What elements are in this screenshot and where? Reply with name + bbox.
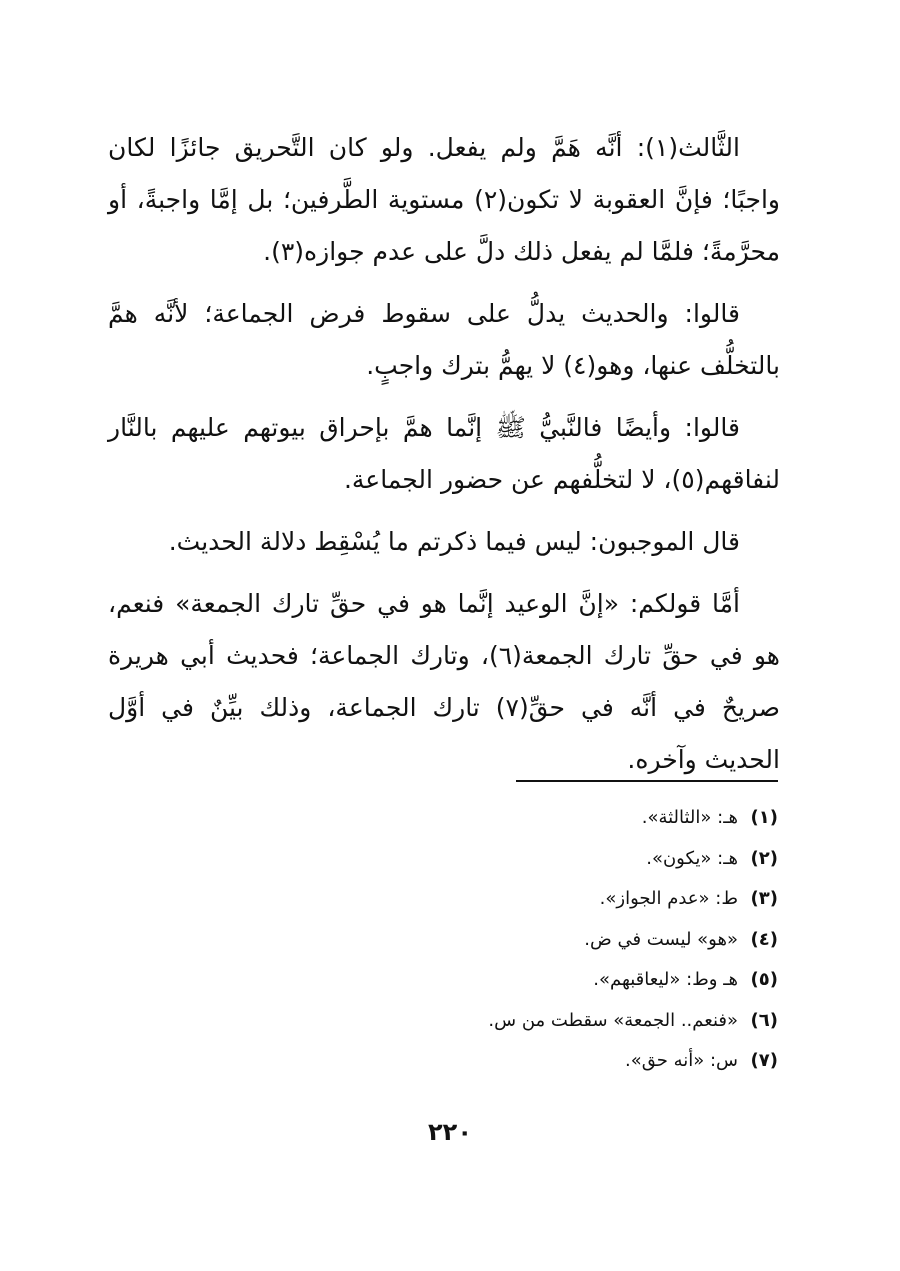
footnote-number: (٧) xyxy=(750,1050,778,1071)
footnote-text: هـ وط: «ليعاقبهم». xyxy=(593,969,738,990)
footnote-number: (٢) xyxy=(750,847,778,869)
footnote-item xyxy=(178,879,778,920)
footnote-item xyxy=(178,920,778,961)
footnote-text: هـ: «الثالثة». xyxy=(641,807,738,828)
footnote-text: ط: «عدم الجواز». xyxy=(599,888,738,909)
paragraph: قالوا: وأيضًا فالنَّبيُّ ﷺ إنَّما همَّ بإحراق بيوتهم عليهم بالنَّار لنفاقهم(٥)، لا لتخلُّفهم عن حضور الجماعة. xyxy=(108,413,780,494)
footnote-item xyxy=(178,960,778,1001)
footnote-item xyxy=(178,1001,778,1042)
main-text xyxy=(108,122,780,796)
footnote-number: (٣) xyxy=(750,888,778,909)
footnote-number: (٤) xyxy=(750,928,778,950)
footnote-text: «هو» ليست في ض. xyxy=(584,928,738,950)
footnote-item xyxy=(178,798,778,839)
footnotes xyxy=(178,798,778,1082)
paragraph: قالوا: والحديث يدلُّ على سقوط فرض الجماعة؛ لأنَّه همَّ بالتخلُّف عنها، وهو(٤) لا يهمُّ بترك واجبٍ. xyxy=(108,299,780,380)
footnote-number: (٦) xyxy=(750,1009,778,1031)
page-number: ٢٢٠ xyxy=(428,1118,472,1146)
footnote-item xyxy=(178,839,778,880)
footnote-text: س: «أنه حق». xyxy=(624,1050,738,1071)
paragraph: الثَّالث(١): أنَّه هَمَّ ولم يفعل. ولو كان التَّحريق جائزًا لكان واجبًا؛ فإنَّ العقوبة لا تكون(٢) مستوية الطَّرفين؛ بل إمَّا واجبةً، أو محرَّمةً؛ فلمَّا لم يفعل ذلك دلَّ على عدم جوازه(٣). xyxy=(108,133,780,266)
footnote-item xyxy=(178,1041,778,1082)
footnote-number: (١) xyxy=(750,807,778,828)
footnote-text: هـ: «يكون». xyxy=(646,847,738,869)
footnote-number: (٥) xyxy=(750,969,778,990)
footnote-divider xyxy=(516,780,778,782)
footnote-text: «فنعم.. الجمعة» سقطت من س. xyxy=(488,1009,738,1031)
paragraph: قال الموجبون: ليس فيما ذكرتم ما يُسْقِط دلالة الحديث. xyxy=(168,527,740,556)
paragraph: أمَّا قولكم: «إنَّ الوعيد إنَّما هو في حقِّ تارك الجمعة» فنعم، هو في حقِّ تارك الجمعة(٦)، وتارك الجماعة؛ فحديث أبي هريرة صريحٌ في أنَّه في حقِّ(٧) تارك الجماعة، وذلك بيِّنٌ في أوَّل الحديث وآخره. xyxy=(108,589,780,774)
